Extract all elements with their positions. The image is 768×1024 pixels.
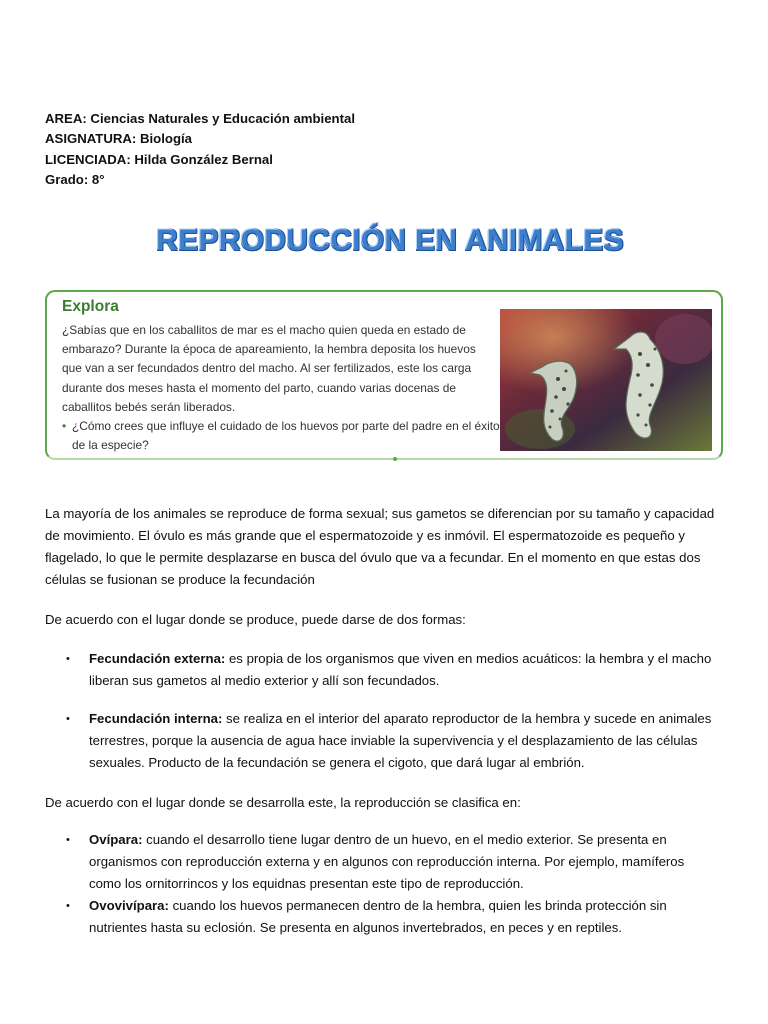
list-item-term: Ovípara: bbox=[89, 832, 143, 847]
header-area: AREA: Ciencias Naturales y Educación ambiental bbox=[45, 111, 356, 126]
list-item bbox=[66, 895, 719, 939]
header-asignatura: ASIGNATURA: Biología bbox=[45, 131, 193, 147]
paragraph-intro: La mayoría de los animales se reproduce de forma sexual; sus gametos se diferencian por su tamaño y capacidad de movimiento. El óvulo es más grande que el espermatozoide y es inmóvil. El espermatozoide es pequeño y flagelado, lo que le permite desplazarse en busca del óvulo que va a fecundar. En el momento en que estas dos células se fusionan se produce la fecundación bbox=[45, 506, 715, 587]
list-item-text: se realiza en el interior del aparato reproductor de la hembra y sucede en animales terrestres, porque la ausencia de agua hace inviable la supervivencia y el desplazamiento de las células sexuales. Producto de la fecundación se genera el cigoto, que dará lugar al embrión. bbox=[89, 711, 712, 770]
list-item bbox=[66, 829, 719, 895]
list-item-text: cuando los huevos permanecen dentro de la hembra, quien les brinda protección sin nutrientes hasta su eclosión. Se presenta en algunos invertebrados, en peces y en reptiles. bbox=[89, 898, 667, 935]
paragraph-clasificacion: De acuerdo con el lugar donde se desarrolla este, la reproducción se clasifica en: bbox=[45, 795, 521, 810]
explora-text: ¿Sabías que en los caballitos de mar es el macho quien queda en estado de embarazo? Durante la época de apareamiento, la hembra deposita los huevos que van a ser fecundados dentro del macho. Al ser fertilizados, este los carga durante dos meses hasta el momento del parto, cuando varias docenas de caballitos bebés serán liberados. bbox=[62, 323, 476, 414]
list-item-term: Ovovivípara: bbox=[89, 898, 169, 913]
header-licenciada: LICENCIADA: Hilda González Bernal bbox=[45, 151, 273, 167]
bullet-glyph: • bbox=[66, 653, 70, 665]
explora-box bbox=[45, 290, 723, 460]
header-grado: Grado: 8° bbox=[45, 171, 105, 187]
document-header bbox=[45, 109, 355, 190]
list-item bbox=[66, 648, 719, 692]
list-item-term: Fecundación externa: bbox=[89, 651, 226, 666]
explora-heading: Explora bbox=[62, 298, 119, 315]
explora-question: • ¿Cómo crees que influye el cuidado de los huevos por parte del padre en el éxito de la especie? bbox=[62, 417, 502, 455]
seahorse-photo bbox=[500, 309, 712, 451]
page-title: REPRODUCCIÓN EN ANIMALES bbox=[156, 224, 624, 257]
list-item-term: Fecundación interna: bbox=[89, 711, 223, 726]
box-decoration-dot bbox=[393, 457, 397, 461]
list-item-text: cuando el desarrollo tiene lugar dentro de un huevo, en el medio exterior. Se presenta en organismos con reproducción externa y en algunos con reproducción interna. Por ejemplo, mamíferos como los ornitorrincos y los equidnas presentan este tipo de reproducción. bbox=[89, 832, 685, 891]
bullet-glyph: • bbox=[66, 900, 70, 912]
bullet-glyph: • bbox=[66, 713, 70, 725]
list-item bbox=[66, 708, 719, 774]
list-item-text: es propia de los organismos que viven en medios acuáticos: la hembra y el macho liberan sus gametos al medio exterior y allí son fecundados. bbox=[89, 651, 712, 688]
paragraph-fecundacion: De acuerdo con el lugar donde se produce, puede darse de dos formas: bbox=[45, 612, 466, 627]
bullet-glyph: • bbox=[66, 834, 70, 846]
